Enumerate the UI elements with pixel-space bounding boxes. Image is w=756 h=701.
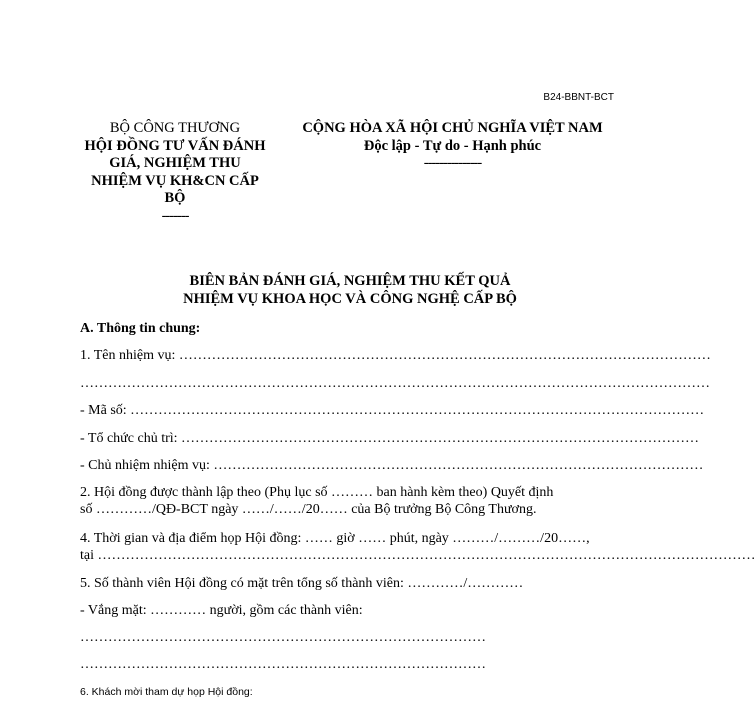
absent-members-dots-1: …………………………………………………………………………… [80,630,486,645]
task-code-line: - Mã số: …………………………………………………………………………………………………………… [80,403,705,418]
country-name: CỘNG HÒA XÃ HỘI CHỦ NGHĨA VIỆT NAM [302,120,603,136]
title-line-1: BIÊN BẢN ĐÁNH GIÁ, NGHIỆM THU KẾT QUẢ [189,273,511,289]
meeting-time-line: 4. Thời gian và địa điểm họp Hội đồng: …… giờ …… phút, ngày ………/………/20……, [80,531,590,546]
council-decision-line-2: số …………/QĐ-BCT ngày ……/……/20…… của Bộ trưởng Bộ Công Thương. [80,502,537,517]
section-a-heading: A. Thông tin chung: [80,321,201,336]
task-name-line: 1. Tên nhiệm vụ: …………………………………………………………………………………………………… [80,348,711,363]
members-present-line: 5. Số thành viên Hội đồng có mặt trên tổng số thành viên: …………/………… [80,576,524,591]
council-name-line-1: HỘI ĐỒNG TƯ VẤN ĐÁNH [84,137,266,154]
national-motto: Độc lập - Tự do - Hạnh phúc [363,137,542,154]
task-leader-line: - Chủ nhiệm nhiệm vụ: …………………………………………………………………………………………… [80,458,704,473]
council-name-line-3: NHIỆM VỤ KH&CN CẤP [91,172,259,189]
document-title [80,272,620,308]
ministry-name: BỘ CÔNG THƯƠNG [109,120,241,136]
national-divider: --------------- [423,155,482,171]
council-decision-line-1: 2. Hội đồng được thành lập theo (Phụ lục số ……… ban hành kèm theo) Quyết định [80,485,554,500]
form-code: B24-BBNT-BCT [543,92,614,103]
host-organization-line: - Tổ chức chủ trì: ………………………………………………………………………………………………… [80,431,700,446]
guests-line: 6. Khách mời tham dự họp Hội đồng: [80,686,253,698]
council-name-line-2: GIÁ, NGHIỆM THU [109,155,241,171]
issuer-divider: ------- [161,207,189,224]
issuer-header [80,120,270,225]
task-name-continuation: ……………………………………………………………………………………………………………………… [80,376,710,391]
title-line-2: NHIỆM VỤ KHOA HỌC VÀ CÔNG NGHỆ CẤP BỘ [183,291,517,307]
members-absent-line: - Vắng mặt: ………… người, gồm các thành viên: [80,603,363,618]
council-name-line-4: BỘ [164,190,186,206]
absent-members-dots-2: …………………………………………………………………………… [80,657,486,672]
meeting-place-line: tại …………………………………………………………………………………………………………………………… [80,548,756,563]
national-header [285,120,620,173]
